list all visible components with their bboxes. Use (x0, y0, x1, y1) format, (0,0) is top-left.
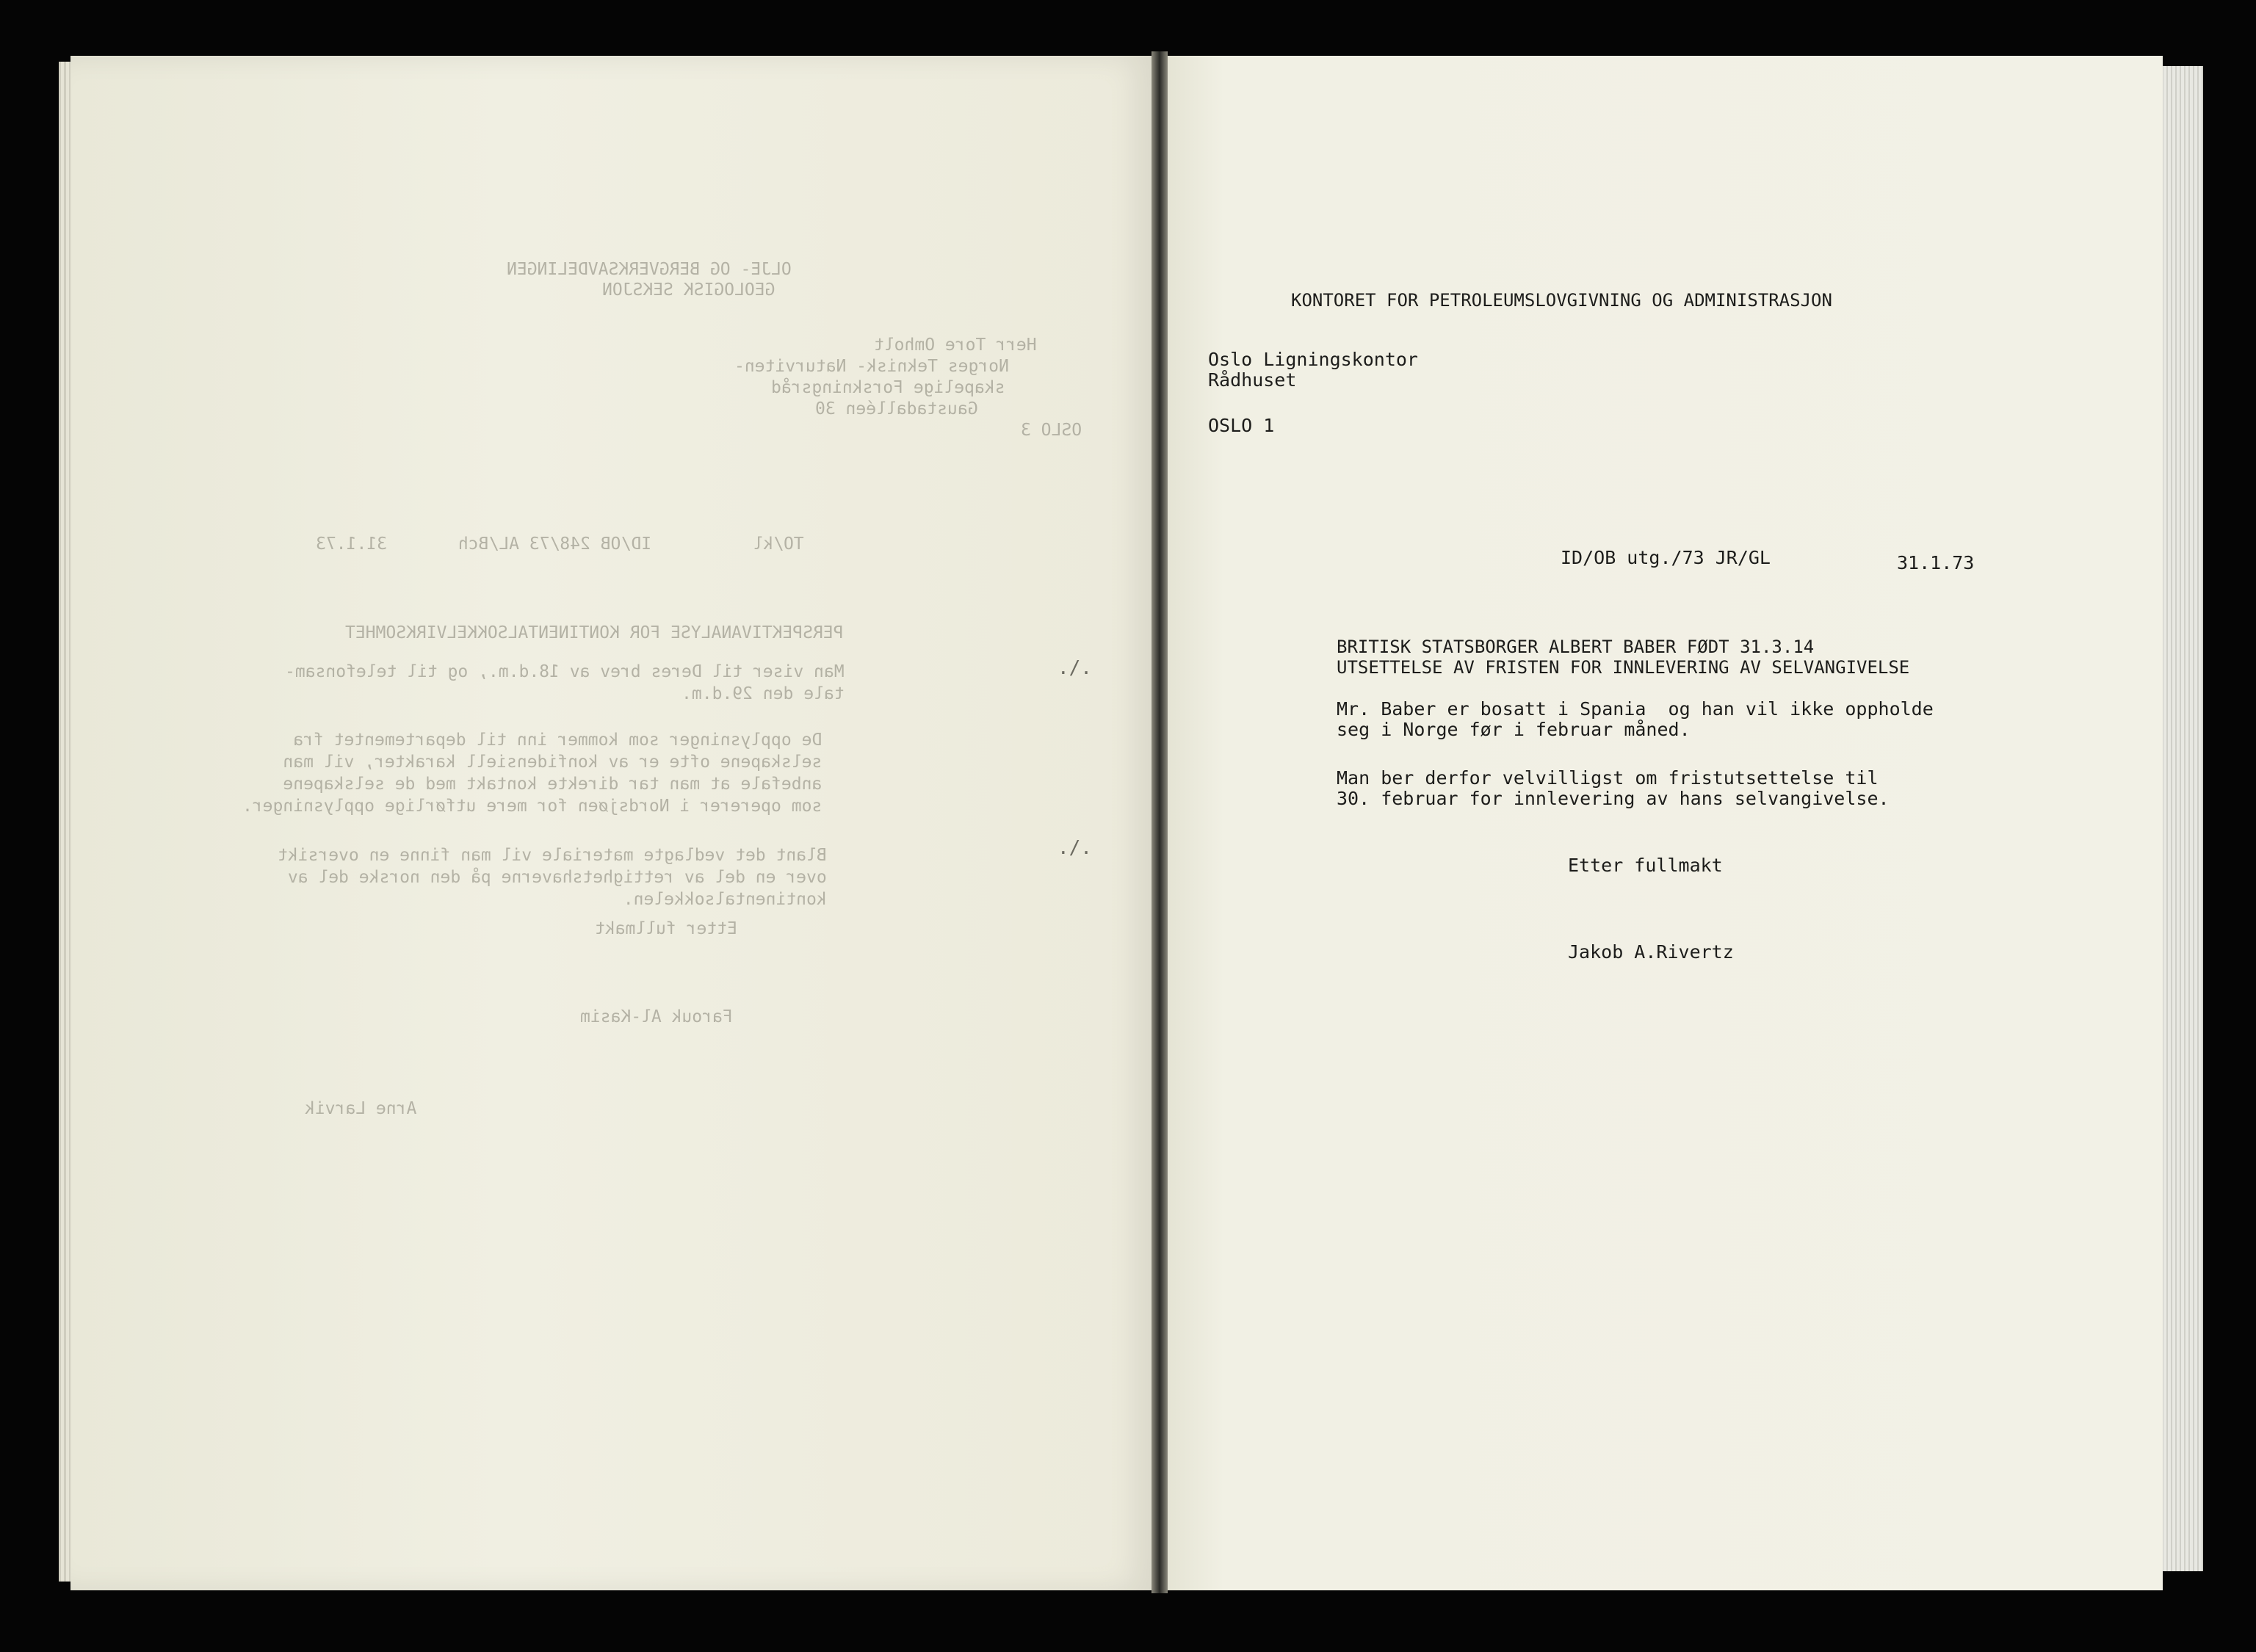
left-signature-1: Farouk Al-Kasim (580, 1007, 733, 1026)
recipient-city: OSLO 1 (1208, 415, 1275, 436)
left-address-line-4: Gaustadalléen 30 (815, 399, 978, 419)
letter-date: 31.1.73 (1897, 552, 1975, 573)
left-paragraph-1: Man viser til Deres brev av 18.d.m., og til telefonsam- tale den 29.d.m. (285, 662, 845, 703)
recipient-line-1: Oslo Ligningskontor (1208, 349, 1418, 370)
left-address-line-2: Norges Teknisk- Naturviten- (734, 357, 1009, 376)
left-closing: Etter fullmakt (595, 919, 737, 938)
paragraph-1: Mr. Baber er bosatt i Spania og han vil ikke oppholde seg i Norge før i februar måned. (1337, 698, 1934, 740)
left-margin-mark-2: ./. (1058, 837, 1092, 859)
closing: Etter fullmakt (1568, 855, 1723, 876)
right-page-edges (2159, 66, 2203, 1571)
left-subject: PERSPEKTIVANALYSE FOR KONTINENTALSOKKELVIRKSOMHET (345, 623, 844, 642)
reference-number: ID/OB utg./73 JR/GL (1561, 547, 1771, 568)
left-header-line-1: OLJE- OG BERGVERKSAVDELINGEN (507, 260, 792, 279)
office-heading: KONTORET FOR PETROLEUMSLOVGIVNING OG ADMINISTRASJON (1291, 290, 1832, 311)
subject-line-1: BRITISK STATSBORGER ALBERT BABER FØDT 31.3.14 (1337, 637, 1815, 657)
left-address-line-3: skapelige Forskningsråd (771, 378, 1005, 397)
paragraph-2: Man ber derfor velvilligst om fristutsettelse til 30. februar for innlevering av hans selvangivelse. (1337, 767, 1890, 809)
left-address-line-1: Herr Tore Omholt (874, 336, 1037, 355)
left-paragraph-3: Blant det vedlagte materiale vil man finne en oversikt over en del av rettighetshaverne på den norske del av kontinentalsokkelen. (278, 846, 827, 909)
left-paragraph-2: De opplysninger som kommer inn til departementet fra selskapene ofte er av konfidensiell karakter, vil man anbefale at man tar direkte kontakt med de selskapene som opererer i Nordsjøen for mere utførlige opplysninger. (242, 731, 822, 816)
left-signature-2: Arne Larvik (305, 1099, 417, 1118)
left-margin-mark-1: ./. (1058, 657, 1092, 679)
recipient-line-2: Rådhuset (1208, 369, 1297, 391)
signature: Jakob A.Rivertz (1568, 941, 1734, 963)
book-gutter (1152, 51, 1168, 1593)
subject-line-2: UTSETTELSE AV FRISTEN FOR INNLEVERING AV SELVANGIVELSE (1337, 657, 1910, 678)
left-address-line-5: OSLO 3 (1021, 421, 1082, 440)
left-reference: TO/kl ID/OB 248/73 AL/Bch 31.1.73 (316, 535, 804, 554)
right-page (1164, 56, 2163, 1590)
left-header-line-2: GEOLOGISK SEKSJON (602, 280, 776, 300)
